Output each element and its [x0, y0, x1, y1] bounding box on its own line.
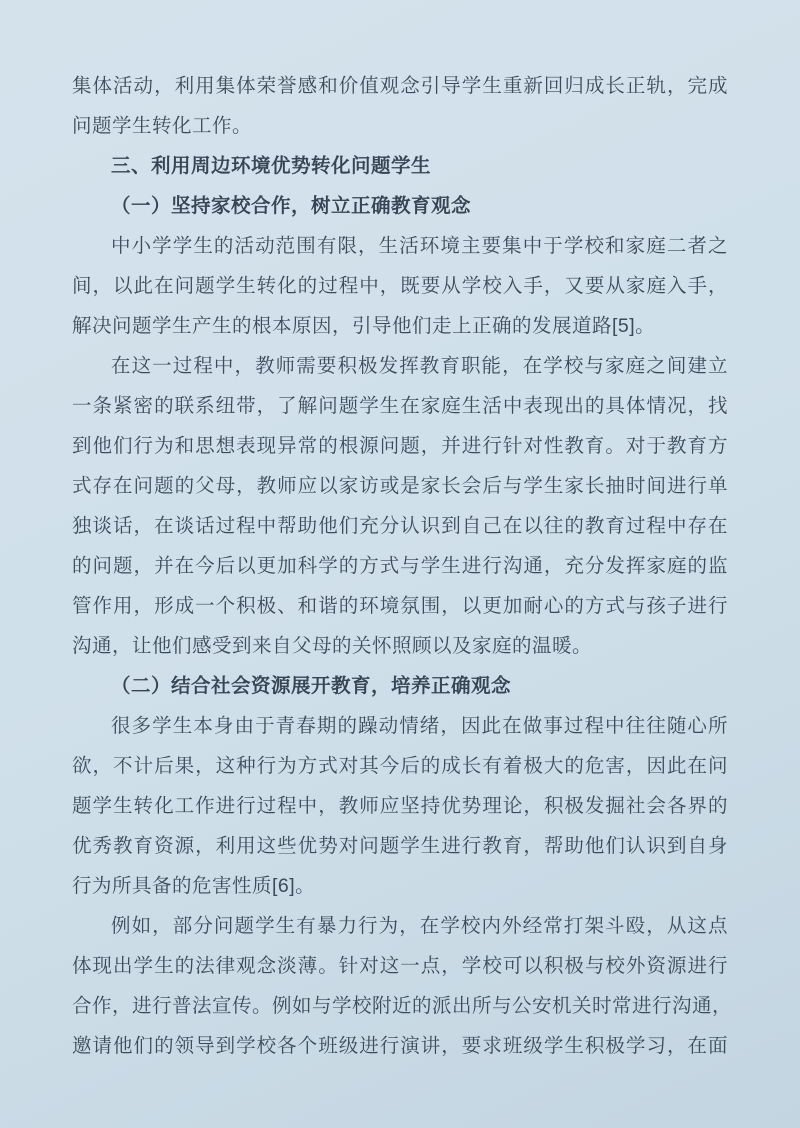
text-line: 集体活动，利用集体荣誉感和价值观念引导学生重新回归成长正轨，完成	[72, 75, 728, 97]
text-line: 行为所具备的危害性质[6]。	[72, 875, 316, 897]
text-line: 解决问题学生产生的根本原因，引导他们走上正确的发展道路[5]。	[72, 315, 656, 337]
text-line: 欲，不计后果，这种行为方式对其今后的成长有着极大的危害，因此在问	[72, 755, 728, 777]
text-line: 沟通，让他们感受到来自父母的关怀照顾以及家庭的温暖。	[72, 635, 593, 657]
text-line: 优秀教育资源，利用这些优势对问题学生进行教育，帮助他们认识到自身	[72, 835, 728, 857]
text-line: 邀请他们的领导到学校各个班级进行演讲，要求班级学生积极学习，在面	[72, 1035, 728, 1057]
text-line: 题学生转化工作进行过程中，教师应坚持优势理论，积极发掘社会各界的	[72, 795, 728, 817]
text-line: 很多学生本身由于青春期的躁动情绪，因此在做事过程中往往随心所	[111, 715, 728, 737]
text-line: 例如，部分问题学生有暴力行为，在学校内外经常打架斗殴，从这点	[111, 915, 728, 937]
text-line: 式存在问题的父母，教师应以家访或是家长会后与学生家长抽时间进行单	[72, 475, 728, 497]
text-line: 间，以此在问题学生转化的过程中，既要从学校入手，又要从家庭入手，	[72, 275, 728, 297]
text-line: 体现出学生的法律观念淡薄。针对这一点，学校可以积极与校外资源进行	[72, 955, 728, 977]
text-line: 中小学学生的活动范围有限，生活环境主要集中于学校和家庭二者之	[111, 235, 728, 257]
subsection-heading-2: （二）结合社会资源展开教育，培养正确观念	[111, 675, 512, 697]
text-line: 管作用，形成一个积极、和谐的环境氛围，以更加耐心的方式与孩子进行	[72, 595, 728, 617]
text-line: 一条紧密的联系纽带，了解问题学生在家庭生活中表现出的具体情况，找	[72, 395, 728, 417]
text-line: 到他们行为和思想表现异常的根源问题，并进行针对性教育。对于教育方	[72, 435, 728, 457]
text-line: 独谈话，在谈话过程中帮助他们充分认识到自己在以往的教育过程中存在	[72, 515, 728, 537]
subsection-heading-1: （一）坚持家校合作，树立正确教育观念	[111, 195, 472, 217]
text-line: 合作，进行普法宣传。例如与学校附近的派出所与公安机关时常进行沟通，	[72, 995, 733, 1017]
text-line: 问题学生转化工作。	[72, 115, 253, 137]
text-line: 在这一过程中，教师需要积极发挥教育职能，在学校与家庭之间建立	[111, 355, 728, 377]
text-line: 的问题，并在今后以更加科学的方式与学生进行沟通，充分发挥家庭的监	[72, 555, 728, 577]
section-heading: 三、利用周边环境优势转化问题学生	[111, 155, 432, 177]
